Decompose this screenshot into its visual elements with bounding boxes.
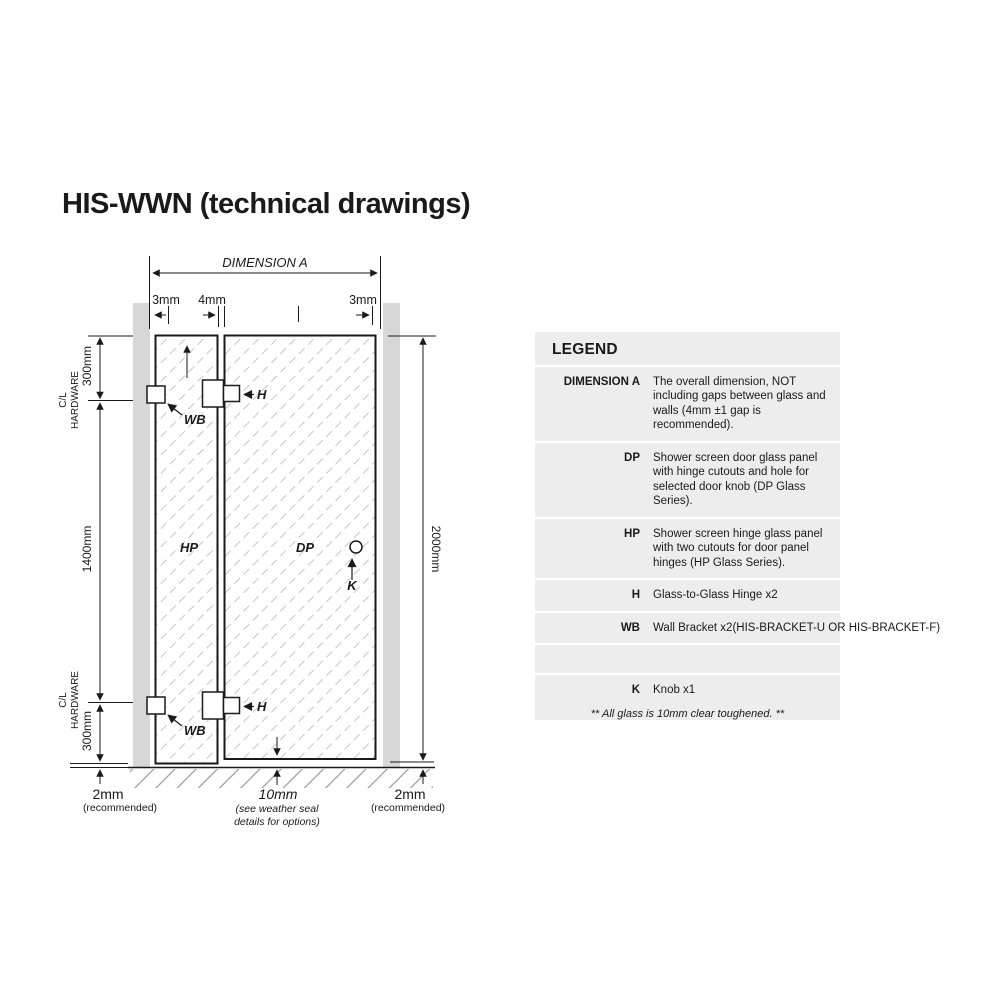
dim-300-top: 300mm [80, 345, 94, 387]
legend-row-description: Knob x1 [653, 684, 696, 696]
legend-row-description: Shower screen door glass panel with hinge cutouts and hole for selected door knob (DP Glass Series). [653, 451, 818, 507]
label-k: K [347, 578, 357, 593]
legend-row-dimension-a [535, 365, 840, 441]
cl-hardware-bottom-line1: C/L [58, 692, 69, 708]
legend-row-description [653, 653, 840, 665]
technical-drawing [40, 240, 460, 840]
dim-1400: 1400mm [80, 525, 94, 573]
label-wb-bottom: WB [184, 723, 206, 738]
legend-row-k [535, 673, 840, 706]
cl-hardware-top-line2: HARDWARE [70, 371, 81, 429]
page-title: HIS-WWN (technical drawings) [62, 188, 471, 220]
legend-row-dp [535, 441, 840, 517]
bottom-right-note: (recommended) [370, 802, 446, 814]
legend-row-label: DIMENSION A [563, 375, 640, 388]
gap-middle-label: 4mm [198, 293, 226, 307]
label-hp: HP [179, 540, 199, 555]
legend-row-wb [535, 611, 941, 644]
legend-row-label: DP [624, 451, 640, 464]
dim-300-bottom: 300mm [80, 710, 94, 752]
bottom-middle-note1: (see weather seal [235, 803, 319, 815]
glass-footnote: ** All glass is 10mm clear toughened. ** [590, 708, 785, 720]
bottom-left-note: (recommended) [82, 802, 158, 814]
legend-row-label: WB [620, 621, 640, 634]
dim-2000: 2000mm [429, 525, 443, 573]
legend-row-description: Wall Bracket x2(HIS-BRACKET-U OR HIS-BRACKET-F) [653, 621, 941, 634]
label-wb-top: WB [184, 412, 206, 427]
gap-right-label: 3mm [349, 293, 377, 307]
legend-row-h [535, 578, 840, 611]
legend-row-description: Glass-to-Glass Hinge x2 [653, 589, 778, 601]
legend-row-label [535, 653, 653, 665]
legend-row-description: Shower screen hinge glass panel with two cutouts for door panel hinges (HP Glass Series). [653, 527, 823, 569]
cl-hardware-bottom-line2: HARDWARE [70, 671, 81, 729]
dimension-a-label: DIMENSION A [222, 255, 308, 270]
bottom-right-value: 2mm [394, 786, 426, 802]
gap-left-label: 3mm [152, 293, 180, 307]
legend-row-label: K [631, 684, 640, 696]
bottom-middle-note2: details for options) [234, 816, 320, 828]
wall-bracket-bottom [147, 697, 165, 714]
legend-title: LEGEND [552, 341, 618, 358]
bottom-left-value: 2mm [92, 786, 124, 802]
label-h-bottom: H [257, 699, 267, 714]
legend-row-label: HP [624, 527, 640, 540]
legend-row-description: The overall dimension, NOT including gaps between glass and walls (4mm ±1 gap is recommended). [653, 375, 826, 431]
wall-bracket-top [147, 386, 165, 403]
legend-row-empty [535, 643, 840, 673]
floor [128, 768, 435, 789]
cl-hardware-top-line1: C/L [58, 392, 69, 408]
label-dp: DP [295, 540, 315, 555]
bottom-middle-value: 10mm [258, 786, 298, 802]
legend-table [535, 332, 941, 720]
legend-row-hp [535, 517, 840, 579]
knob [350, 541, 362, 553]
wall-right [383, 303, 400, 768]
label-h-top: H [257, 387, 267, 402]
legend-row-label: H [631, 589, 640, 601]
gap-dimensions [155, 306, 373, 327]
